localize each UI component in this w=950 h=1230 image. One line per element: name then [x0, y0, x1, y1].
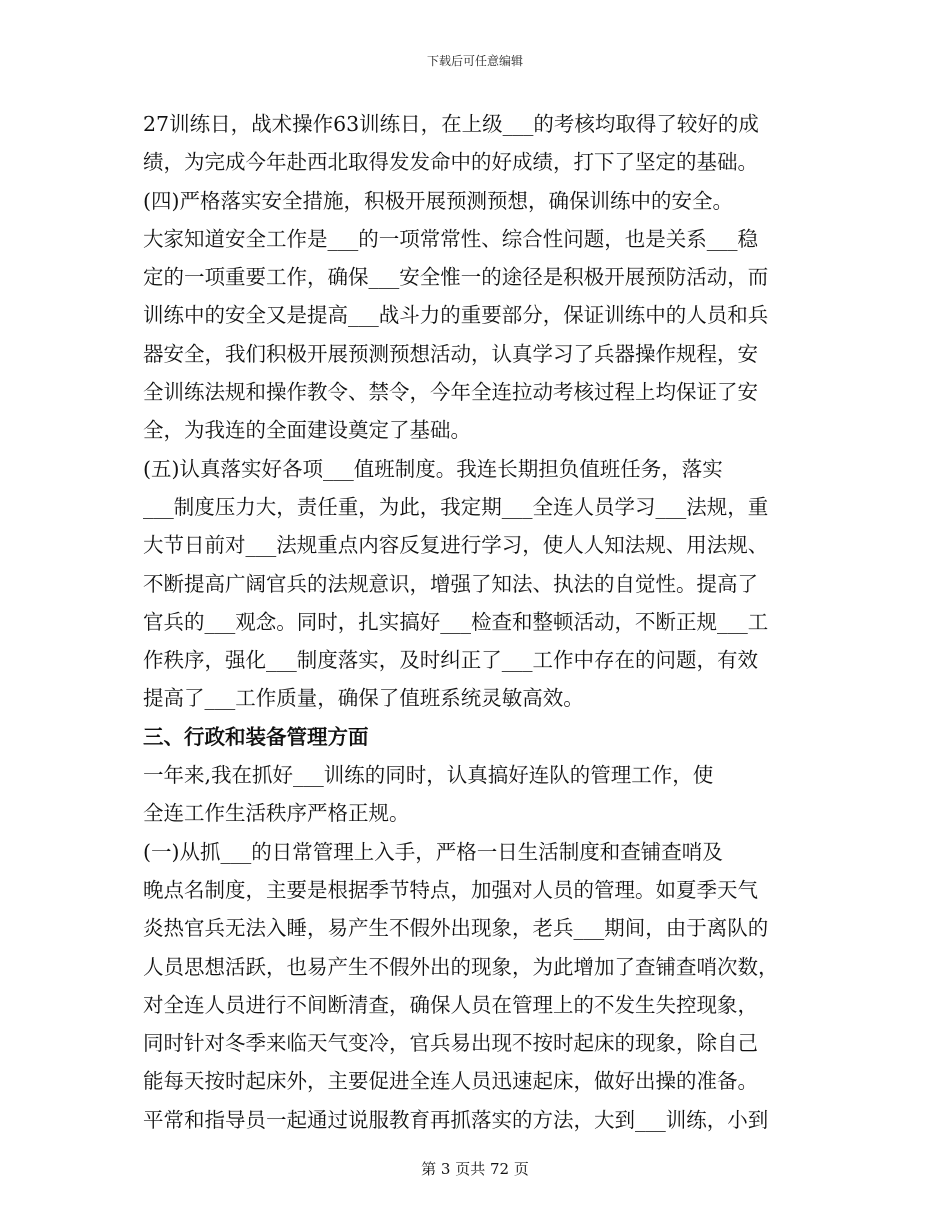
- text-line: 人员思想活跃，也易产生不假外出的现象，为此增加了查铺查哨次数，: [143, 954, 779, 979]
- text-line: 提高了___工作质量，确保了值班系统灵敏高效。: [143, 686, 584, 711]
- text-line: 炎热官兵无法入睡，易产生不假外出现象，老兵___期间，由于离队的: [143, 916, 769, 941]
- page-header: 下载后可任意编辑: [426, 54, 523, 68]
- text-line: 平常和指导员一起通过说服教育再抓落实的方法，大到___训练，小到: [143, 1107, 769, 1132]
- text-line: 大节日前对___法规重点内容反复进行学习，使人人知法规、用法规、: [143, 533, 769, 558]
- text-line: 定的一项重要工作，确保___安全惟一的途径是积极开展预防活动，而: [143, 265, 769, 290]
- text-line: 全连工作生活秩序严格正规。: [143, 801, 410, 826]
- text-line: 训练中的安全又是提高___战斗力的重要部分，保证训练中的人员和兵: [143, 303, 769, 328]
- text-line: (四)严格落实安全措施，积极开展预测预想，确保训练中的安全。: [143, 188, 733, 213]
- text-line: 27训练日，战术操作63训练日，在上级___的考核均取得了较好的成: [143, 112, 759, 136]
- text-line: (一)从抓___的日常管理上入手，严格一日生活制度和查铺查哨及: [143, 839, 723, 864]
- text-line: 绩，为完成今年赴西北取得发发命中的好成绩，打下了坚定的基础。: [143, 150, 758, 175]
- page-number-footer: 第 3 页共 72 页: [421, 1160, 529, 1178]
- text-line: 官兵的___观念。同时，扎实搞好___检查和整顿活动，不断正规___工: [143, 609, 769, 634]
- text-line: (五)认真落实好各项___值班制度。我连长期担负值班任务，落实: [143, 456, 723, 481]
- text-line: 器安全，我们积极开展预测预想活动，认真学习了兵器操作规程，安: [143, 341, 758, 366]
- text-line: 对全连人员进行不间断清查，确保人员在管理上的不发生失控现象，: [143, 992, 758, 1017]
- text-line: 能每天按时起床外，主要促进全连人员迅速起床，做好出操的准备。: [143, 1069, 758, 1094]
- text-line: ___制度压力大，责任重，为此，我定期___全连人员学习___法规，重: [143, 494, 769, 519]
- text-line: 作秩序，强化___制度落实，及时纠正了___工作中存在的问题，有效: [143, 648, 758, 673]
- text-line: 全，为我连的全面建设奠定了基础。: [143, 418, 471, 443]
- section-heading: 三、行政和装备管理方面: [143, 724, 369, 749]
- text-line: 同时针对冬季来临天气变冷，官兵易出现不按时起床的现象，除自己: [143, 1031, 758, 1056]
- text-line: 不断提高广阔官兵的法规意识，增强了知法、执法的自觉性。提高了: [143, 571, 758, 596]
- text-line: 晚点名制度，主要是根据季节特点，加强对人员的管理。如夏季天气: [143, 877, 758, 902]
- text-line: 一年来,我在抓好___训练的同时，认真搞好连队的管理工作，使: [143, 763, 714, 788]
- text-line: 全训练法规和操作教令、禁令，今年全连拉动考核过程上均保证了安: [143, 380, 758, 405]
- text-line: 大家知道安全工作是___的一项常常性、综合性问题，也是关系___稳: [143, 226, 758, 251]
- document-body: [143, 105, 813, 1139]
